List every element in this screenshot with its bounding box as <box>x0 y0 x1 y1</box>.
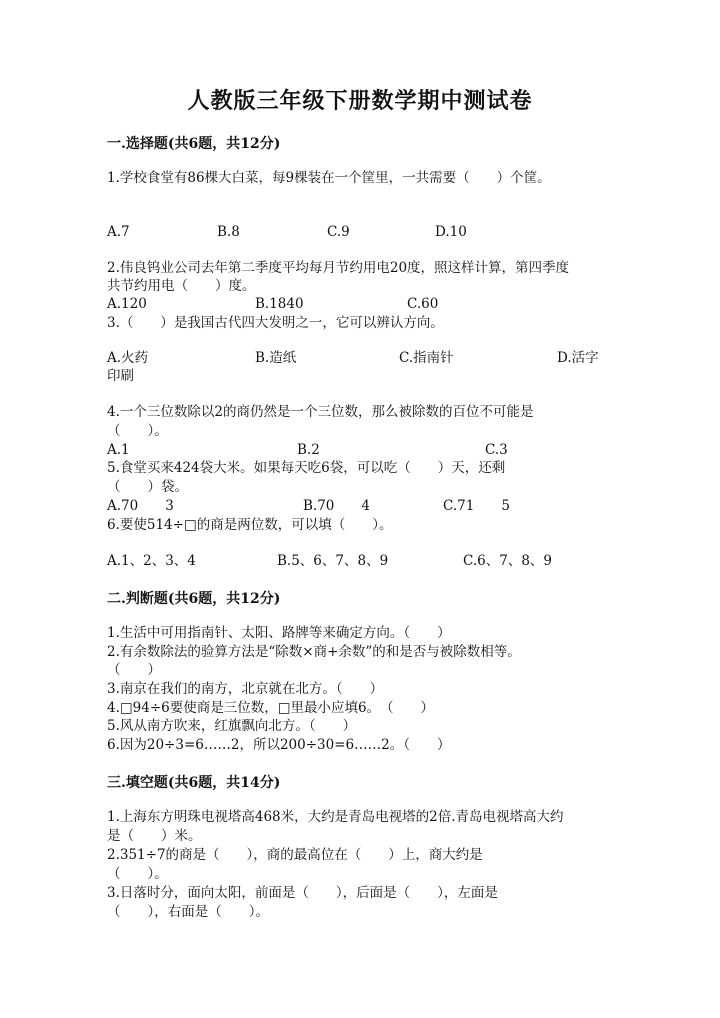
question-text: 5.风从南方吹来，红旗飘向北方。（ ） <box>107 718 357 734</box>
question-text: （ ） <box>107 662 161 678</box>
option: C.6、7、8、9 <box>463 553 552 569</box>
question-text: 4.一个三位数除以2的商仍然是一个三位数，那么被除数的百位不可能是 <box>107 404 534 420</box>
section-heading-judge: 二.判断题(共6题，共12分) <box>107 591 281 607</box>
question-text: 1.生活中可用指南针、太阳、路牌等来确定方向。（ ） <box>107 625 451 641</box>
question-text: 3.日落时分，面向太阳，前面是（ ），后面是（ ），左面是 <box>107 885 498 901</box>
option-wrap: 印刷 <box>107 368 134 384</box>
section-heading-choice: 一.选择题(共6题，共12分) <box>107 136 281 152</box>
question-text: （ ）袋。 <box>107 479 188 495</box>
option: B.8 <box>217 224 240 240</box>
option: A.7 <box>107 224 130 240</box>
question-text: 4.□94÷6要使商是三位数，□里最小应填6。 （ ） <box>107 700 435 716</box>
option: D.10 <box>435 224 467 240</box>
question-text: （ ）。 <box>107 866 168 882</box>
option: C.60 <box>407 296 439 312</box>
question-text: 6.因为20÷3=6……2，所以200÷30=6……2。（ ） <box>107 737 451 753</box>
option: B.70 4 <box>303 498 370 514</box>
question-text: 2.伟良钨业公司去年第二季度平均每月节约用电20度，照这样计算，第四季度 <box>107 260 570 276</box>
option: A.1、2、3、4 <box>107 553 196 569</box>
option: C.3 <box>485 442 508 458</box>
question-text: 共节约用电（ ）度。 <box>107 278 256 294</box>
question-text: 是（ ）米。 <box>107 828 202 844</box>
option: C.71 5 <box>443 498 510 514</box>
question-text: 3.（ ）是我国古代四大发明之一，它可以辨认方向。 <box>107 315 444 331</box>
option: B.造纸 <box>255 350 297 366</box>
option: C.指南针 <box>399 350 454 366</box>
question-text: 1.上海东方明珠电视塔高468米，大约是青岛电视塔的2倍.青岛电视塔高大约 <box>107 809 564 825</box>
section-heading-fill: 三.填空题(共6题，共14分) <box>107 775 281 791</box>
option: B.1840 <box>255 296 304 312</box>
option: D.活字 <box>557 350 599 366</box>
option: B.5、6、7、8、9 <box>277 553 389 569</box>
question-text: 3.南京在我们的南方，北京就在北方。（ ） <box>107 681 384 697</box>
option: A.120 <box>107 296 147 312</box>
option: C.9 <box>327 224 350 240</box>
question-text: 1.学校食堂有86棵大白菜，每9棵装在一个筐里，一共需要（ ）个筐。 <box>107 170 551 186</box>
option: A.70 3 <box>107 498 174 514</box>
question-text: 6.要使514÷□的商是两位数，可以填（ ）。 <box>107 517 393 533</box>
question-text: （ ）。 <box>107 423 168 439</box>
option: A.火药 <box>107 350 149 366</box>
question-text: 2.有余数除法的验算方法是“除数×商+余数”的和是否与被除数相等。 <box>107 644 521 660</box>
page-title: 人教版三年级下册数学期中测试卷 <box>187 88 533 114</box>
option: B.2 <box>297 442 320 458</box>
question-text: 5.食堂买来424袋大米。如果每天吃6袋，可以吃（ ）天，还剩 <box>107 460 506 476</box>
option: A.1 <box>107 442 130 458</box>
question-text: （ ），右面是（ ）。 <box>107 904 269 920</box>
question-text: 2.351÷7的商是（ ），商的最高位在（ ）上，商大约是 <box>107 847 483 863</box>
